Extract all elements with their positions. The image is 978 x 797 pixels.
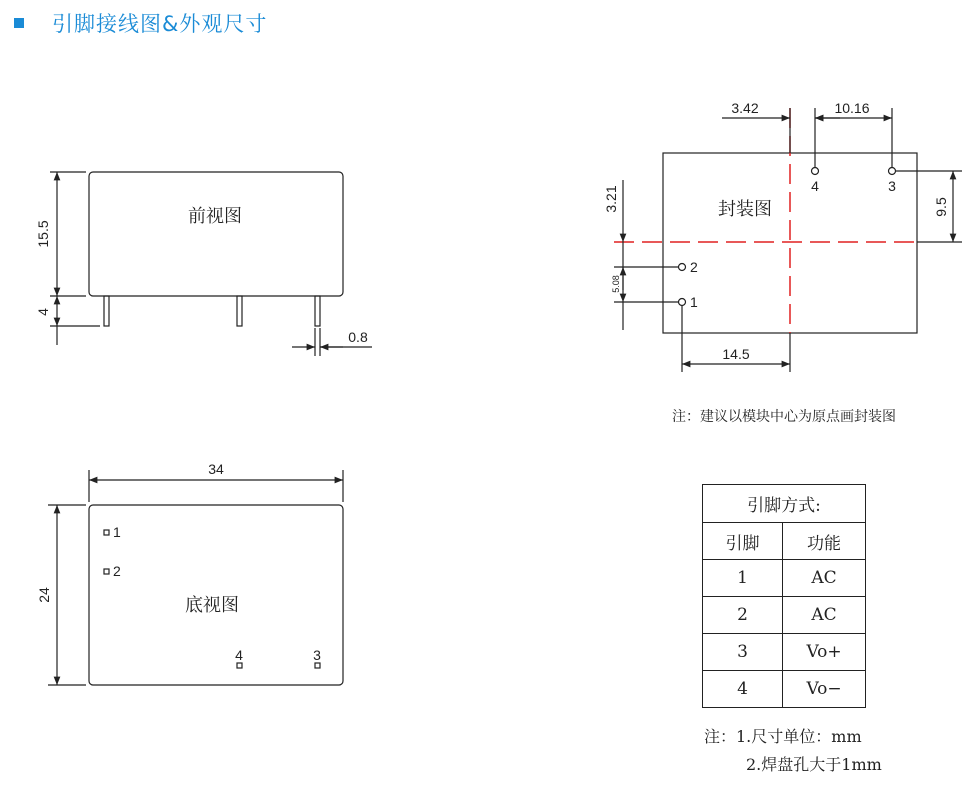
front-view-label: 前视图 <box>188 206 242 227</box>
bottom-pin-2-pad <box>104 569 109 574</box>
notes <box>704 723 882 779</box>
pin-table-header-function: 功能 <box>783 523 866 560</box>
front-dim-pin-length-value: 4 <box>35 308 51 316</box>
table-row <box>703 597 866 634</box>
pin-number: 3 <box>703 634 783 671</box>
footprint-view <box>603 100 962 425</box>
footprint-pin-3 <box>889 168 896 175</box>
note-pad-hole: 2.焊盘孔大于1mm <box>746 755 882 774</box>
footprint-dim-3-21: 3.21 <box>603 185 619 213</box>
bottom-pin-3-label: 3 <box>313 647 321 663</box>
front-pin-right <box>315 296 320 326</box>
footprint-pin-3-label: 3 <box>888 178 896 194</box>
table-row <box>703 671 866 708</box>
footprint-pin-4-label: 4 <box>811 178 819 194</box>
bottom-pin-4-label: 4 <box>235 647 243 663</box>
footprint-pin-1 <box>679 299 686 306</box>
section-title: 引脚接线图&外观尺寸 <box>52 12 268 36</box>
footprint-pin-4 <box>812 168 819 175</box>
pin-number: 1 <box>703 560 783 597</box>
front-pin-middle <box>237 296 242 326</box>
pin-table-caption: 引脚方式: <box>703 485 866 523</box>
pin-function: Vo+ <box>783 634 866 671</box>
bottom-dim-width-value: 34 <box>208 461 224 477</box>
footprint-dim-14-5: 14.5 <box>722 346 750 362</box>
front-pin-left <box>104 296 109 326</box>
pin-number: 2 <box>703 597 783 634</box>
bottom-pin-1-pad <box>104 530 109 535</box>
bottom-pin-4-pad <box>237 663 242 668</box>
footprint-pin-2 <box>679 264 686 271</box>
bottom-pin-2-label: 2 <box>113 563 121 579</box>
bottom-dim-height-value: 24 <box>36 587 52 603</box>
front-dim-pin-width-value: 0.8 <box>348 329 368 345</box>
footprint-note: 注：建议以模块中心为原点画封装图 <box>672 409 896 425</box>
note-units: 注：1.尺寸单位：mm <box>704 727 862 746</box>
footprint-label: 封装图 <box>718 199 772 220</box>
bottom-pin-3-pad <box>315 663 320 668</box>
footprint-pin-1-label: 1 <box>690 294 698 310</box>
front-dim-height-value: 15.5 <box>35 220 51 248</box>
bottom-view <box>36 461 343 685</box>
bottom-view-label: 底视图 <box>185 595 239 616</box>
footprint-dim-5-08: 5.08 <box>611 275 621 293</box>
pin-function: AC <box>783 560 866 597</box>
table-row <box>703 560 866 597</box>
front-view-body <box>89 172 343 296</box>
pin-number: 4 <box>703 671 783 708</box>
front-view <box>35 172 372 356</box>
table-row <box>703 634 866 671</box>
bottom-pin-1-label: 1 <box>113 524 121 540</box>
pin-table-header-pin: 引脚 <box>703 523 783 560</box>
footprint-dim-9-5: 9.5 <box>933 197 949 217</box>
pin-function-table <box>702 484 866 708</box>
pin-function: Vo− <box>783 671 866 708</box>
footprint-pin-2-label: 2 <box>690 259 698 275</box>
pin-function: AC <box>783 597 866 634</box>
footprint-dim-10-16: 10.16 <box>834 100 870 116</box>
footprint-dim-3-42: 3.42 <box>731 100 759 116</box>
